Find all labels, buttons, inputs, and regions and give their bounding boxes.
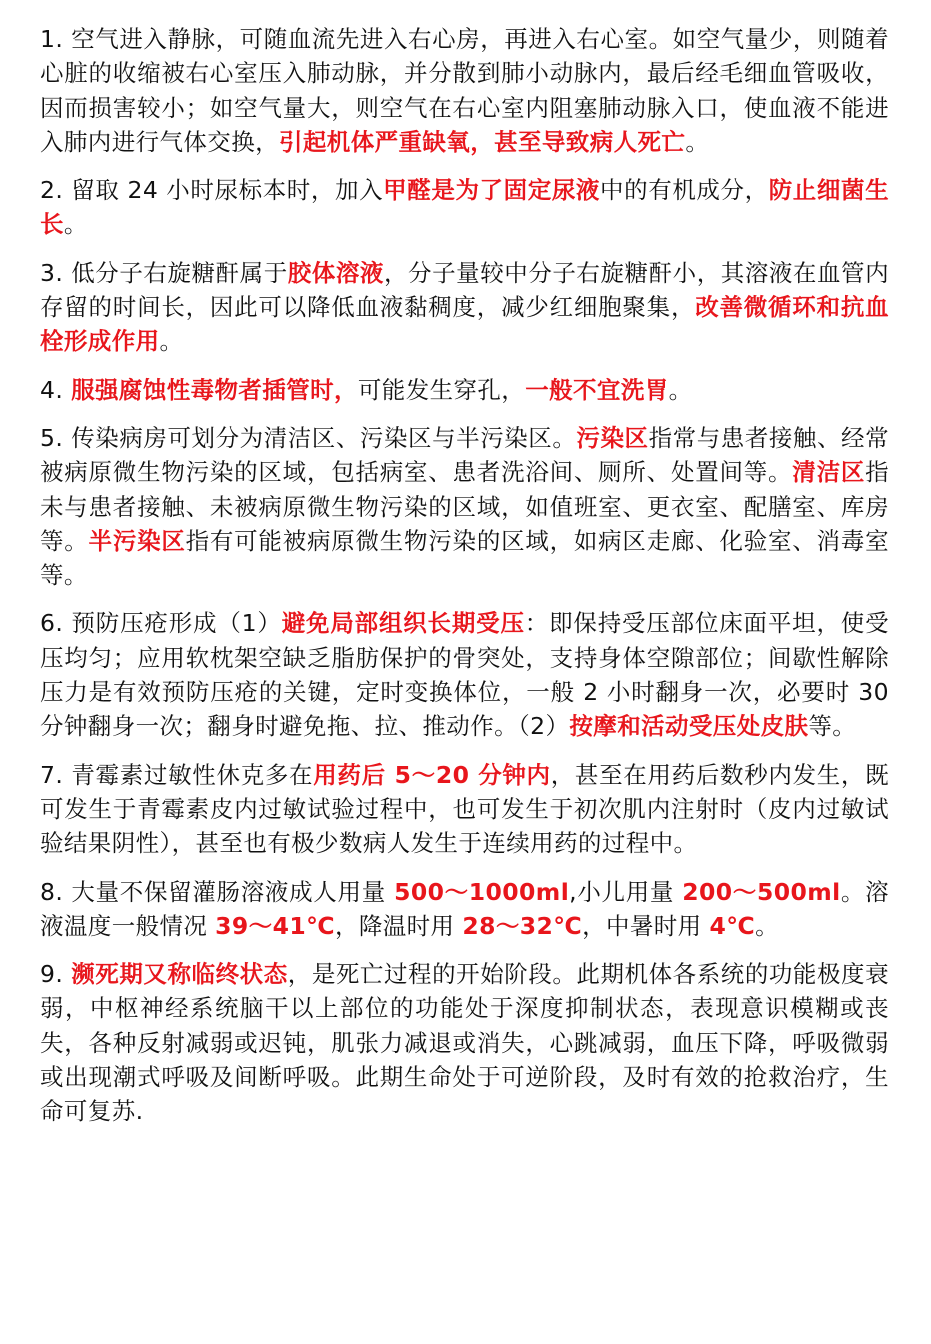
item-2-text: 2. 留取 24 小时尿标本时，加入 [40, 176, 384, 205]
item-3-text-end: 。 [159, 327, 184, 356]
item-9-text: ，是死亡过程的开始阶段。此期机体各系统的功能极度衰弱，中枢神经系统脑干以上部位的功能处于深度抑制状态，表现意识模糊或丧失，各种反射减弱或迟钝，肌张力减退或消失，心跳减弱，血压下降，呼吸微弱或出现潮式呼吸及间断呼吸。此期生命处于可逆阶段，及时有效的抢救治疗，生命可复苏. [40, 960, 890, 1126]
item-8-text: ,小儿用量 [569, 877, 683, 906]
item-8-highlight: 200～500ml [682, 877, 841, 906]
item-6-highlight: 按摩和活动受压处皮肤 [569, 712, 809, 741]
item-8-text: 。溶液温度一般情况 [40, 877, 889, 940]
item-5-highlight: 半污染区 [88, 526, 186, 555]
item-1-text-end: 。 [685, 127, 710, 156]
item-5-text: 指常与患者接触、经常被病原微生物污染的区域，包括病室、患者洗浴间、厕所、处置间等。 [40, 423, 889, 487]
item-7-text: 7. 青霉素过敏性休克多在 [40, 760, 314, 789]
item-1 [40, 22, 889, 159]
item-8-text: ，中暑时用 [582, 911, 710, 940]
item-2-highlight: 甲醛是为了固定尿液 [383, 176, 601, 205]
item-8-highlight: 39～41℃ [215, 911, 335, 940]
item-1-text: 1. 空气进入静脉，可随血流先进入右心房，再进入右心室。如空气量少，则随着心脏的收缩被右心室压入肺动脉，并分散到肺小动脉内，最后经毛细血管吸收，因而损害较小；如空气量大，则空气在右心室内阻塞肺动脉入口，使血液不能进入肺内进行气体交换， [40, 25, 889, 156]
item-8-highlight: 500～1000ml [394, 877, 570, 906]
item-9 [40, 957, 889, 1128]
item-5-text: 指未与患者接触、未被病原微生物污染的区域，如值班室、更衣室、配膳室、库房等。 [40, 458, 890, 555]
item-2 [40, 173, 889, 242]
item-2-text-end: 。 [63, 210, 88, 239]
item-5-highlight: 污染区 [576, 423, 649, 452]
item-3-highlight: 胶体溶液 [287, 258, 384, 287]
item-5-highlight: 清洁区 [792, 458, 866, 487]
item-4-number: 4. [40, 375, 72, 404]
item-6 [40, 606, 889, 743]
item-2-highlight: 防止细菌生长 [40, 176, 889, 239]
item-9-number: 9. [40, 960, 72, 989]
item-3-text: ，分子量较中分子右旋糖酐小，其溶液在血管内存留的时间长，因此可以降低血液黏稠度，减少红细胞聚集， [40, 258, 889, 322]
item-7 [40, 758, 889, 861]
item-4 [40, 373, 889, 407]
item-6-text: 6. 预防压疮形成（1） [40, 609, 282, 638]
item-4-highlight: 一般不宜洗胃 [525, 375, 669, 404]
item-8-highlight: 4℃ [709, 911, 756, 940]
item-1-highlight: 引起机体严重缺氧，甚至导致病人死亡 [279, 127, 686, 156]
item-7-highlight: 用药后 5～20 分钟内 [313, 760, 551, 789]
item-8 [40, 875, 889, 944]
item-8-text: ，降温时用 [334, 911, 463, 940]
item-4-text-end: 。 [668, 375, 693, 404]
item-8-highlight: 28～32℃ [462, 911, 583, 940]
item-5 [40, 421, 889, 592]
item-8-text: 8. 大量不保留灌肠溶液成人用量 [40, 877, 395, 906]
item-3-highlight: 改善微循环和抗血栓形成作用 [40, 293, 889, 356]
item-7-text-end: ，甚至在用药后数秒内发生，既可发生于青霉素皮内过敏试验过程中，也可发生于初次肌内注射时（皮内过敏试验结果阴性），甚至也有极少数病人发生于连续用药的过程中。 [40, 760, 890, 858]
item-4-text: 可能发生穿孔， [357, 375, 526, 404]
item-4-highlight: 服强腐蚀性毒物者插管时， [71, 375, 358, 404]
item-6-text-end: 等。 [808, 712, 857, 741]
item-3-text: 3. 低分子右旋糖酐属于 [40, 258, 288, 287]
item-6-highlight: 避免局部组织长期受压 [281, 609, 525, 638]
item-2-text: 中的有机成分， [600, 176, 769, 205]
item-9-highlight: 濒死期又称临终状态 [71, 960, 288, 989]
item-5-text: 5. 传染病房可划分为清洁区、污染区与半污染区。 [40, 423, 577, 452]
item-5-text-end: 指有可能被病原微生物污染的区域，如病区走廊、化验室、消毒室等。 [40, 526, 889, 590]
item-8-text-end: 。 [755, 911, 779, 940]
item-6-text: ：即保持受压部位床面平坦，使受压均匀；应用软枕架空缺乏脂肪保护的骨突处，支持身体空隙部位；间歇性解除压力是有效预防压疮的关键，定时变换体位，一般 2 小时翻身一次，必要时 30 分钟翻身一次；翻身时避免拖、拉、推动作。（2） [40, 609, 889, 741]
item-3 [40, 256, 889, 359]
